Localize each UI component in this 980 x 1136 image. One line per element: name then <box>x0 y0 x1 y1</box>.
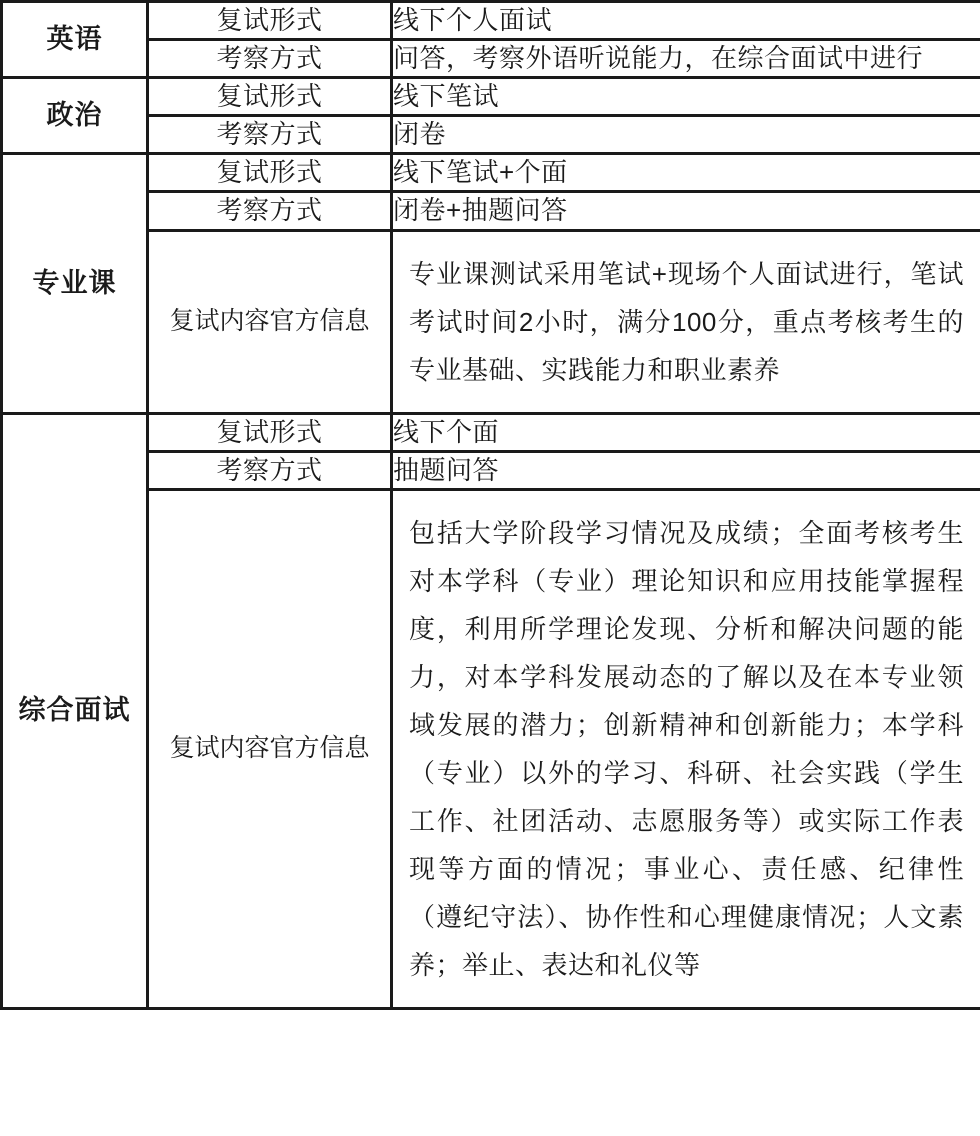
detail-cell: 抽题问答 <box>392 451 980 489</box>
subject-cell-major-course: 专业课 <box>2 154 148 413</box>
aspect-cell: 复试形式 <box>148 413 392 451</box>
detail-cell: 线下笔试+个面 <box>392 154 980 192</box>
table-row <box>2 2 980 40</box>
aspect-cell: 考察方式 <box>148 192 392 230</box>
detail-paragraph: 包括大学阶段学习情况及成绩；全面考核考生对本学科（专业）理论知识和应用技能掌握程度，利用所学理论发现、分析和解决问题的能力，对本学科发展动态的了解以及在本专业领域发展的潜力；创新精神和创新能力；本学科（专业）以外的学习、科研、社会实践（学生工作、社团活动、志愿服务等）或实际工作表现等方面的情况；事业心、责任感、纪律性（遵纪守法）、协作性和心理健康情况；人文素养；举止、表达和礼仪等 <box>409 517 964 980</box>
table-row <box>2 230 980 413</box>
subject-cell-politics: 政治 <box>2 78 148 154</box>
table-row <box>2 78 980 116</box>
subject-cell-comprehensive-interview: 综合面试 <box>2 413 148 1008</box>
aspect-cell: 考察方式 <box>148 451 392 489</box>
detail-cell: 问答，考察外语听说能力，在综合面试中进行 <box>392 40 980 78</box>
detail-cell: 线下笔试 <box>392 78 980 116</box>
aspect-cell: 考察方式 <box>148 116 392 154</box>
aspect-cell: 复试形式 <box>148 78 392 116</box>
aspect-cell: 复试形式 <box>148 154 392 192</box>
table-row <box>2 154 980 192</box>
table-row <box>2 116 980 154</box>
detail-paragraph: 专业课测试采用笔试+现场个人面试进行，笔试考试时间2小时，满分100分，重点考核考生的专业基础、实践能力和职业素养 <box>409 258 964 385</box>
aspect-cell: 复试内容官方信息 <box>148 230 392 413</box>
detail-cell: 线下个人面试 <box>392 2 980 40</box>
detail-cell: 闭卷+抽题问答 <box>392 192 980 230</box>
aspect-cell: 复试形式 <box>148 2 392 40</box>
detail-cell <box>392 230 980 413</box>
aspect-cell: 考察方式 <box>148 40 392 78</box>
table-row <box>2 40 980 78</box>
subject-cell-english: 英语 <box>2 2 148 78</box>
aspect-cell: 复试内容官方信息 <box>148 489 392 1008</box>
table-row <box>2 489 980 1008</box>
detail-cell: 线下个面 <box>392 413 980 451</box>
table-row <box>2 192 980 230</box>
table-row <box>2 413 980 451</box>
table-row <box>2 451 980 489</box>
detail-cell <box>392 489 980 1008</box>
detail-cell: 闭卷 <box>392 116 980 154</box>
